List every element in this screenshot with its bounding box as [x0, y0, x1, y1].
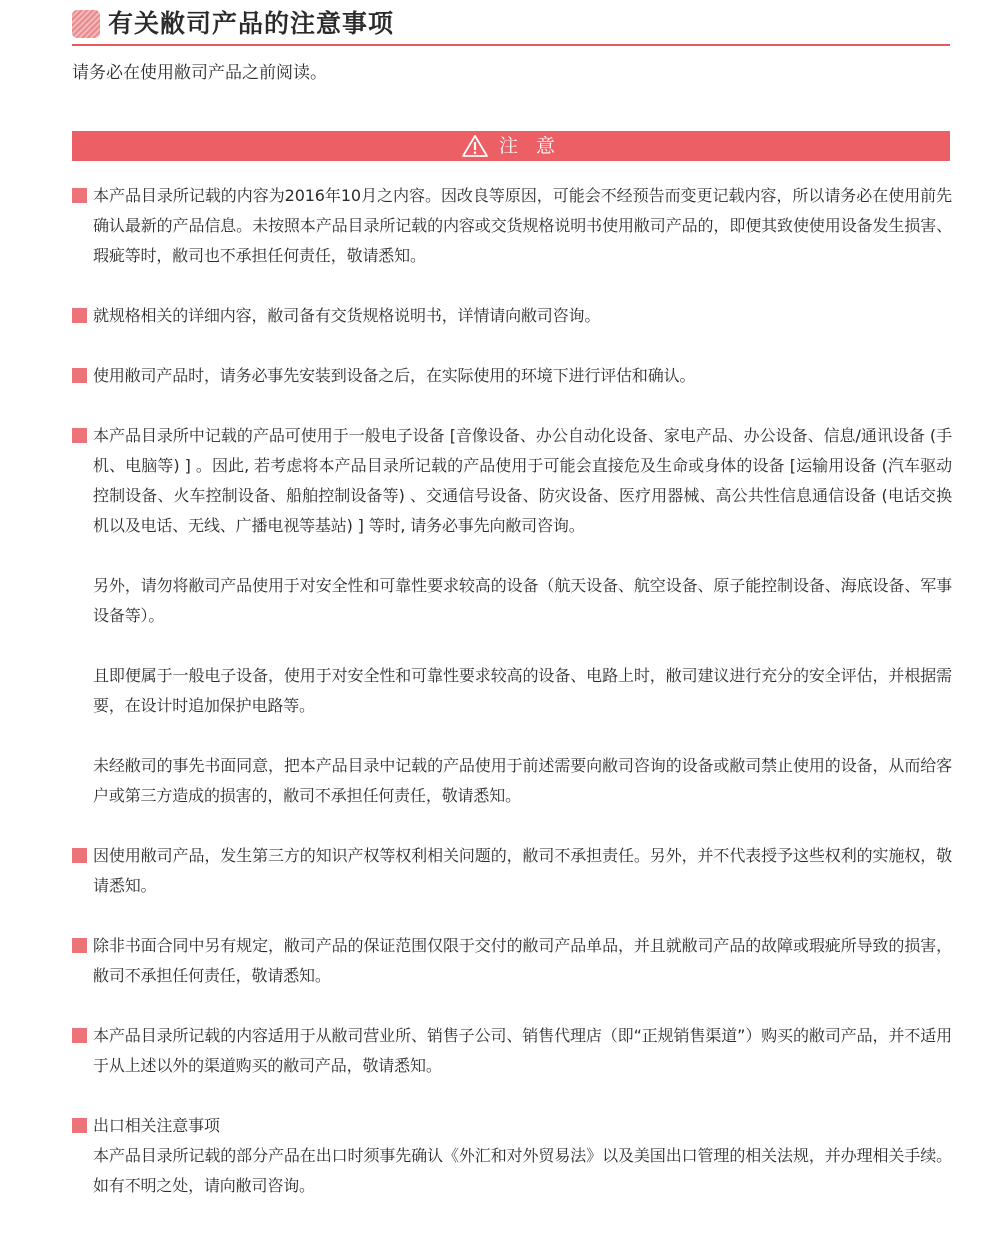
square-bullet-icon [72, 938, 87, 953]
red-pattern-icon [72, 10, 100, 38]
notice-item [72, 1111, 952, 1201]
warning-triangle-icon [461, 134, 489, 158]
notice-item [72, 931, 952, 991]
notice-paragraph: 本产品目录所中记载的产品可使用于一般电子设备 [音像设备、办公自动化设备、家电产品、办公设备、信息/通讯设备 (手机、电脑等) ] 。因此, 若考虑将本产品目录所记载的产品使用于可能会直接危及生命或身体的设备 [运输用设备 (汽车驱动控制设备、火车控制设备、船舶控制设备等) 、交通信号设备、防灾设备、医疗用器械、高公共性信息通信设备 (电话交换机以及电话、无线、广播电视等基站) ] 等时, 请务必事先向敝司咨询。 [93, 426, 952, 535]
page-title: 有关敝司产品的注意事项 [108, 9, 395, 38]
notice-paragraph: 除非书面合同中另有规定，敝司产品的保证范围仅限于交付的敝司产品单品，并且就敝司产品的故障或瑕疵所导致的损害，敝司不承担任何责任，敬请悉知。 [93, 936, 952, 985]
notice-list [72, 181, 952, 1231]
notice-paragraph: 出口相关注意事项 本产品目录所记载的部分产品在出口时须事先确认《外汇和对外贸易法》以及美国出口管理的相关法规，并办理相关手续。如有不明之处，请向敝司咨询。 [93, 1116, 952, 1195]
square-bullet-icon [72, 368, 87, 383]
notice-item [72, 841, 952, 901]
square-bullet-icon [72, 428, 87, 443]
notice-item [72, 181, 952, 271]
square-bullet-icon [72, 1028, 87, 1043]
notice-paragraph: 本产品目录所记载的内容为2016年10月之内容。因改良等原因，可能会不经预告而变更记载内容，所以请务必在使用前先确认最新的产品信息。未按照本产品目录所记载的内容或交货规格说明书使用敝司产品的，即便其致使使用设备发生损害、瑕疵等时，敝司也不承担任何责任，敬请悉知。 [93, 186, 952, 265]
square-bullet-icon [72, 188, 87, 203]
intro-text: 请务必在使用敝司产品之前阅读。 [72, 63, 327, 83]
caution-label: 注 意 [498, 135, 562, 157]
square-bullet-icon [72, 1118, 87, 1133]
notice-item [72, 301, 952, 331]
notice-paragraph: 使用敝司产品时，请务必事先安装到设备之后，在实际使用的环境下进行评估和确认。 [93, 366, 696, 385]
section-header [72, 6, 950, 46]
notice-paragraph: 本产品目录所记载的内容适用于从敝司营业所、销售子公司、销售代理店（即“正规销售渠道”）购买的敝司产品，并不适用于从上述以外的渠道购买的敝司产品，敬请悉知。 [93, 1026, 952, 1075]
notice-item [72, 1021, 952, 1081]
notice-paragraph: 未经敝司的事先书面同意，把本产品目录中记载的产品使用于前述需要向敝司咨询的设备或敝司禁止使用的设备，从而给客户或第三方造成的损害的，敝司不承担任何责任，敬请悉知。 [93, 756, 952, 805]
notice-item [72, 421, 952, 811]
notice-paragraph: 就规格相关的详细内容，敝司备有交货规格说明书，详情请向敝司咨询。 [93, 306, 601, 325]
notice-paragraph: 另外，请勿将敝司产品使用于对安全性和可靠性要求较高的设备（航天设备、航空设备、原子能控制设备、海底设备、军事设备等）。 [93, 576, 952, 625]
notice-paragraph: 因使用敝司产品，发生第三方的知识产权等权利相关问题的，敝司不承担责任。另外，并不代表授予这些权利的实施权，敬请悉知。 [93, 846, 952, 895]
square-bullet-icon [72, 848, 87, 863]
caution-banner [72, 131, 950, 161]
square-bullet-icon [72, 308, 87, 323]
notice-paragraph: 且即便属于一般电子设备，使用于对安全性和可靠性要求较高的设备、电路上时，敝司建议进行充分的安全评估，并根据需要，在设计时追加保护电路等。 [93, 666, 952, 715]
notice-item [72, 361, 952, 391]
